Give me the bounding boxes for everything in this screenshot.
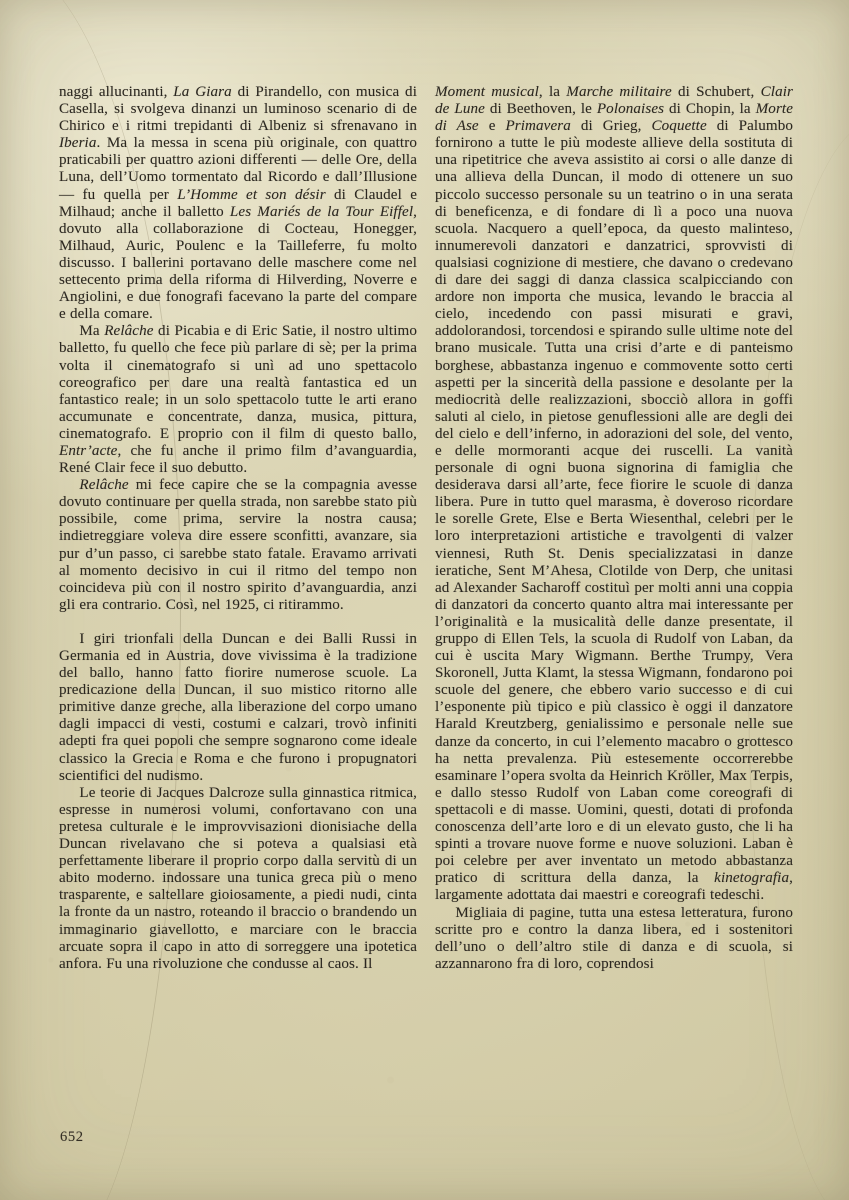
italic-title: kinetografia bbox=[714, 870, 790, 887]
column-left bbox=[59, 84, 417, 973]
italic-title: Moment musical bbox=[435, 84, 539, 100]
body-paragraph: Moment musical, la Marche militaire di Schubert, Clair de Lune di Beethoven, le Polonaises di Chopin, la Morte di Ase e Primavera di Grieg, Coquette di Palumbo fornirono a tutte le più modeste allieve della sostituta di una ripetitrice che aveva assistito ai corsi o alle danze di una allieva della Duncan, il modo di ottenere un suo piccolo successo personale su un teatrino o in una serata di beneficenza, e di fondare di lì a poco una nuova scuola. Nacquero a quell’epoca, da questo malinteso, innumerevoli danzatori e danzatrici, sprovvisti di qualsiasi cognizione di mestiere, che davano o credevano di dare dei saggi di danza classica scalpicciando con ardore non importa che musica, levando le braccia al cielo, incedendo con passi misurati e gravi, addolorandosi, torcendosi e spirando sulle ultime note del brano musicale. Tutta una crisi d’arte e di panteismo borghese, abbastanza ingenuo e commovente sotto certi aspetti per la sincerità della passione e desolante per la mediocrità delle realizzazioni, sbocciò allora in goffi saluti al cielo, in pietose genuflessioni alle are degli dei del cielo e dell’inferno, in adorazioni del sole, del vento, e delle mormoranti acque dei ruscelli. La vanità personale di ogni buona signorina di famiglia che desiderava darsi all’arte, fece fiorire le scuole di danza libera. Pure in tutto quel marasma, è doveroso ricordare le sorelle Grete, Else e Berta Wiesenthal, celebri per le loro interpretazioni artistiche e travolgenti di valzer viennesi, Ruth St. Denis specializzatasi in danze ieratiche, Sent M’Ahesa, Clotilde von Derp, che unitasi ad Alexander Sacharoff costituì per molti anni una coppia di danzatori da concerto quanto altra mai interessante per l’originalità e la musicalità delle danze presentate, il gruppo di Ellen Tels, la scuola di Rudolf von Laban, da cui è uscita Mary Wigmann. Berthe Trumpy, Vera Skoronell, Jutta Klamt, la stessa Wigmann, fondarono poi scuole del genere, che ebbero vario successo e di cui l’esponente più tipico e più classico è oggi il danzatore Harald Kreutzberg, genialissimo e personale nelle sue danze da concerto, in cui l’elemento macabro o grottesco ha netta prevalenza. Più estesemente occorrerebbe esaminare l’opera svolta da Heinrich Kröller, Max Terpis, e dallo stesso Rudolf von Laban come coreografi di spettacoli e di masse. Uomini, questi, dotati di profonda conoscenza dell’arte loro e di un elevato gusto, che li ha spinti a trovare nuove forme e nuove soluzioni. Laban è poi celebre per aver inventato un metodo abbastanza pratico di scrittura della danza, la kinetografia, largamente adottata dai maestri e coreografi tedeschi. bbox=[435, 84, 794, 904]
italic-title: Marche militaire bbox=[566, 84, 672, 100]
italic-title: Les Mariés de la Tour Eiffel bbox=[229, 203, 414, 220]
body-paragraph: Relâche mi fece capire che se la compagnia avesse dovuto continuare per quella strada, non sarebbe stato più possibile, come prima, servire la nostra causa; indietreggiare voleva dire essere sconfitti, avanzare, sia pur d’un passo, ci sarebbe stato fatale. Eravamo arrivati al momento decisivo in cui il ritmo del tempo non coincideva più con il nostro spirito d’avanguardia, anzi gli era contrario. Così, nel 1925, ci ritirammo. bbox=[59, 477, 417, 613]
body-paragraph: I giri trionfali della Duncan e dei Balli Russi in Germania ed in Austria, dove vivissima è la tradizione del ballo, hanno fatto fiorire numerose scuole. La predicazione della Duncan, il suo mistico ritorno alle primitive danze greche, alla liberazione del corpo umano dagli impacci di vesti, costumi e calzari, trovò infiniti adepti fra quei popoli che sempre sognarono come ideale classico la Grecia e Roma e che furono i propugnatori scientifici del nudismo. bbox=[59, 630, 417, 784]
body-paragraph: Ma Relâche di Picabia e di Eric Satie, il nostro ultimo balletto, fu quello che fece più parlare di sè; per la prima volta il cinematografo si unì ad uno spettacolo coreografico per dare una realtà fantastica ed un fantastico reale; in un solo spettacolo tutte le arti erano accumunate e concentrate, danza, musica, pittura, cinematografo. E proprio con il film di questo ballo, Entr’acte, che fu anche il primo film d’avanguardia, René Clair fece il suo debutto. bbox=[59, 323, 417, 477]
body-paragraph: Migliaia di pagine, tutta una estesa letteratura, furono scritte pro e contro la danza libera, ed i sostenitori dell’uno o dell’altro stile di danza e di scuola, si azzannarono fra di loro, coprendosi bbox=[435, 904, 793, 972]
italic-title: Relâche bbox=[79, 477, 129, 494]
body-paragraph: naggi allucinanti, La Giara di Pirandello, con musica di Casella, si svolgeva dinanzi un luminoso scenario di de Chirico e i ritmi trepidanti di Albeniz si sfrenavano in Iberia. Ma la messa in scena più originale, con quattro praticabili per quattro azioni differenti — delle Ore, della Luna, dell’Uomo tormentato dal Ricordo e dall’Illusione — fu quella per L’Homme et son désir di Claudel e Milhaud; anche il balletto Les Mariés de la Tour Eiffel, dovuto alla collaborazione di Cocteau, Honegger, Milhaud, Auric, Poulenc e la Tailleferre, fu molto discusso. I ballerini portavano delle maschere come nel settecento prima della riforma di Hilverding, Noverre e Angiolini, e due fonografi facevano la parte del compare e della comare. bbox=[59, 84, 417, 323]
text-body bbox=[59, 84, 793, 973]
column-right bbox=[435, 84, 793, 973]
page-number: 652 bbox=[60, 1129, 84, 1145]
italic-title: Coquette bbox=[651, 118, 707, 135]
italic-title: Iberia bbox=[59, 135, 97, 152]
italic-title: Entr’acte bbox=[59, 442, 118, 459]
italic-title: Morte di Ase bbox=[435, 101, 794, 135]
italic-title: Relâche bbox=[104, 323, 154, 340]
italic-title: L’Homme et son désir bbox=[177, 186, 326, 203]
italic-title: Polonaises bbox=[596, 101, 665, 118]
italic-title: Clair de Lune bbox=[435, 84, 793, 118]
italic-title: Primavera bbox=[505, 118, 571, 135]
italic-title: La Giara bbox=[173, 84, 232, 100]
body-paragraph: Le teorie di Jacques Dalcroze sulla ginnastica ritmica, espresse in numerosi volumi, confortavano con una pretesa culturale e le improvvisazioni dionisiache della Duncan rivelavano che si poteva a qualsiasi età perfettamente liberare il proprio corpo dalla servitù di un abito moderno. indossare una tunica greca più o meno trasparente, e saltellare gioiosamente, a piedi nudi, cinta la fronte da un nastro, roteando il braccio o brandendo un immaginario giavellotto, e marciare con le braccia arcuate sopra il capo in atto di sorreggere una ipotetica anfora. Fu una rivoluzione che condusse al caos. Il bbox=[59, 784, 417, 972]
